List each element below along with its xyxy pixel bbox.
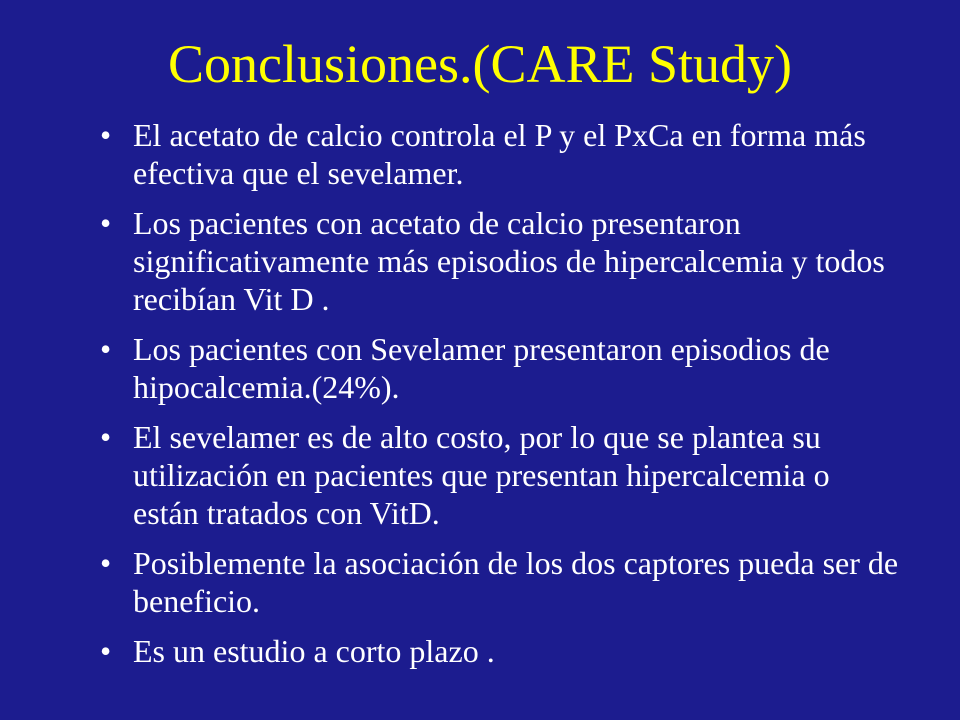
bullet-item xyxy=(100,116,900,192)
bullet-item xyxy=(100,544,900,620)
bullet-text: Los pacientes con acetato de calcio presentaron significativamente más episodios de hipercalcemia y todos recibían Vit D . xyxy=(133,205,885,317)
bullet-icon: • xyxy=(100,419,112,455)
bullet-icon: • xyxy=(100,633,112,669)
bullet-text: Es un estudio a corto plazo . xyxy=(133,633,495,669)
bullet-text: El acetato de calcio controla el P y el PxCa en forma más efectiva que el sevelamer. xyxy=(133,117,866,191)
bullet-icon: • xyxy=(100,331,112,367)
bullet-item xyxy=(100,330,900,406)
bullet-text: Los pacientes con Sevelamer presentaron episodios de hipocalcemia.(24%). xyxy=(133,331,830,405)
bullet-list xyxy=(100,116,900,682)
bullet-item xyxy=(100,632,900,670)
bullet-icon: • xyxy=(100,117,112,153)
bullet-icon: • xyxy=(100,545,112,581)
bullet-text: Posiblemente la asociación de los dos captores pueda ser de beneficio. xyxy=(133,545,899,619)
slide-title: Conclusiones.(CARE Study) xyxy=(167,34,792,94)
bullet-text: El sevelamer es de alto costo, por lo que se plantea su utilización en pacientes que presentan hipercalcemia o están tratados con VitD. xyxy=(133,419,830,531)
bullet-item xyxy=(100,418,900,532)
bullet-item xyxy=(100,204,900,318)
bullet-icon: • xyxy=(100,205,112,241)
